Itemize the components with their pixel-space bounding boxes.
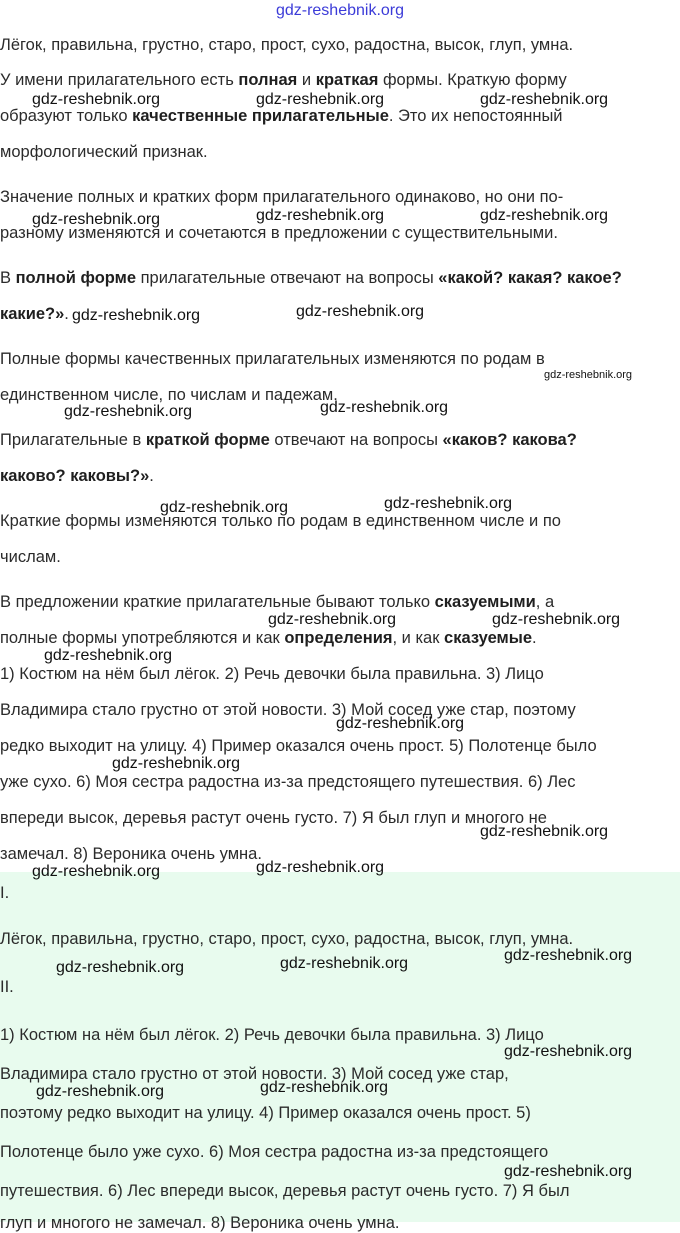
answer-part2-label: II. [0,978,14,996]
watermark: gdz-reshebnik.org [492,611,621,628]
theory-line: Значение полных и кратких форм прилагательного одинаково, но они по- [0,188,564,206]
watermark: gdz-reshebnik.org [256,207,385,224]
sentence-line: уже сухо. 6) Моя сестра радостна из-за предстоящего путешествия. 6) Лес [0,773,576,791]
watermark: gdz-reshebnik.org [32,91,161,108]
text: . [64,305,69,323]
bold-term: какие?» [0,305,65,323]
watermark: gdz-reshebnik.org [56,959,185,976]
text: прилагательные отвечают на вопросы [136,269,439,287]
theory-line [0,71,567,90]
bold-term: сказуемые [444,629,533,647]
watermark: gdz-reshebnik.org [64,403,193,420]
watermark: gdz-reshebnik.org [112,755,241,772]
watermark: gdz-reshebnik.org [268,611,397,628]
watermark: gdz-reshebnik.org [32,863,161,880]
sentence-line: 1) Костюм на нём был лёгок. 2) Речь девочки была правильна. 3) Лицо [0,665,544,683]
answer-line: глуп и многого не замечал. 8) Вероника очень умна. [0,1214,400,1232]
text: , и как [392,629,445,647]
watermark: gdz-reshebnik.org [260,1079,389,1096]
watermark: gdz-reshebnik.org [44,647,173,664]
text: . [532,629,537,647]
bold-term: полная [238,71,298,89]
text: В предложении краткие прилагательные бывают только [0,593,435,611]
text: Прилагательные в [0,431,146,449]
watermark: gdz-reshebnik.org [36,1083,165,1100]
watermark: gdz-reshebnik.org [296,303,425,320]
bold-term: «какой? какая? какое? [438,269,622,287]
watermark: gdz-reshebnik.org [320,399,449,416]
text: и [297,71,316,89]
watermark: gdz-reshebnik.org [480,823,609,840]
bold-term: сказуемыми [434,593,536,611]
theory-line: морфологический признак. [0,143,208,161]
watermark: gdz-reshebnik.org [504,1163,633,1180]
watermark: gdz-reshebnik.org [384,495,513,512]
answer-line: 1) Костюм на нём был лёгок. 2) Речь девочки была правильна. 3) Лицо [0,1026,544,1044]
theory-line: Полные формы качественных прилагательных изменяются по родам в [0,350,545,368]
theory-line: числам. [0,548,61,566]
sentence-line: Владимира стало грустно от этой новости. 3) Мой сосед уже стар, поэтому [0,701,576,719]
text: , а [535,593,555,611]
bold-term: краткой форме [145,431,270,449]
theory-line [0,431,577,450]
sentence-line: замечал. 8) Вероника очень умна. [0,845,262,863]
text: образуют только [0,107,133,125]
bold-term: краткая [315,71,379,89]
watermark: gdz-reshebnik.org [336,715,465,732]
theory-line [0,593,554,612]
answer-line: путешествия. 6) Лес впереди высок, деревья растут очень густо. 7) Я был [0,1182,570,1200]
watermark: gdz-reshebnik.org [256,859,385,876]
watermark: gdz-reshebnik.org [256,91,385,108]
text: . [149,467,154,485]
site-title[interactable]: gdz-reshebnik.org [275,2,405,19]
bold-term: каково? каковы?» [0,467,150,485]
watermark: gdz-reshebnik.org [504,1043,633,1060]
theory-line: единственном числе, по числам и падежам. [0,386,338,404]
bold-term: качественные прилагательные [132,107,389,125]
bold-term: полной форме [15,269,137,287]
text: У имени прилагательного есть [0,71,239,89]
theory-line [0,305,69,324]
text: формы. Краткую форму [378,71,567,89]
answer-part1-label: I. [0,884,10,902]
watermark: gdz-reshebnik.org [504,947,633,964]
theory-line: разному изменяются и сочетаются в предложении с существительными. [0,224,558,242]
watermark: gdz-reshebnik.org [480,91,609,108]
text: В [0,269,16,287]
answer-line-cut [0,1214,680,1232]
text: . Это их непостоянный [388,107,563,125]
watermark: gdz-reshebnik.org [480,207,609,224]
text: отвечают на вопросы [269,431,443,449]
task-words: Лёгок, правильна, грустно, старо, прост, сухо, радостна, высок, глуп, умна. [0,36,574,54]
sentence-line: впереди высок, деревья растут очень густо. 7) Я был глуп и многого не [0,809,547,827]
bold-term: «каков? какова? [442,431,577,449]
theory-line [0,269,622,288]
text: полные формы употребляются и как [0,629,285,647]
watermark: gdz-reshebnik.org [160,499,289,516]
watermark: gdz-reshebnik.org [544,369,633,381]
answer-part1-text: Лёгок, правильна, грустно, старо, прост, сухо, радостна, высок, глуп, умна. [0,930,574,948]
watermark: gdz-reshebnik.org [72,307,201,324]
theory-line [0,467,154,486]
watermark: gdz-reshebnik.org [32,211,161,228]
sentence-line: редко выходит на улицу. 4) Пример оказался очень прост. 5) Полотенце было [0,737,597,755]
theory-line: Краткие формы изменяются только по родам в единственном числе и по [0,512,561,530]
theory-line [0,629,537,648]
theory-line [0,107,563,126]
watermark: gdz-reshebnik.org [280,955,409,972]
bold-term: определения [284,629,393,647]
answer-line: поэтому редко выходит на улицу. 4) Пример оказался очень прост. 5) [0,1104,531,1122]
answer-line: Полотенце было уже сухо. 6) Моя сестра радостна из-за предстоящего [0,1143,549,1161]
answer-line: Владимира стало грустно от этой новости. 3) Мой сосед уже стар, [0,1065,509,1083]
